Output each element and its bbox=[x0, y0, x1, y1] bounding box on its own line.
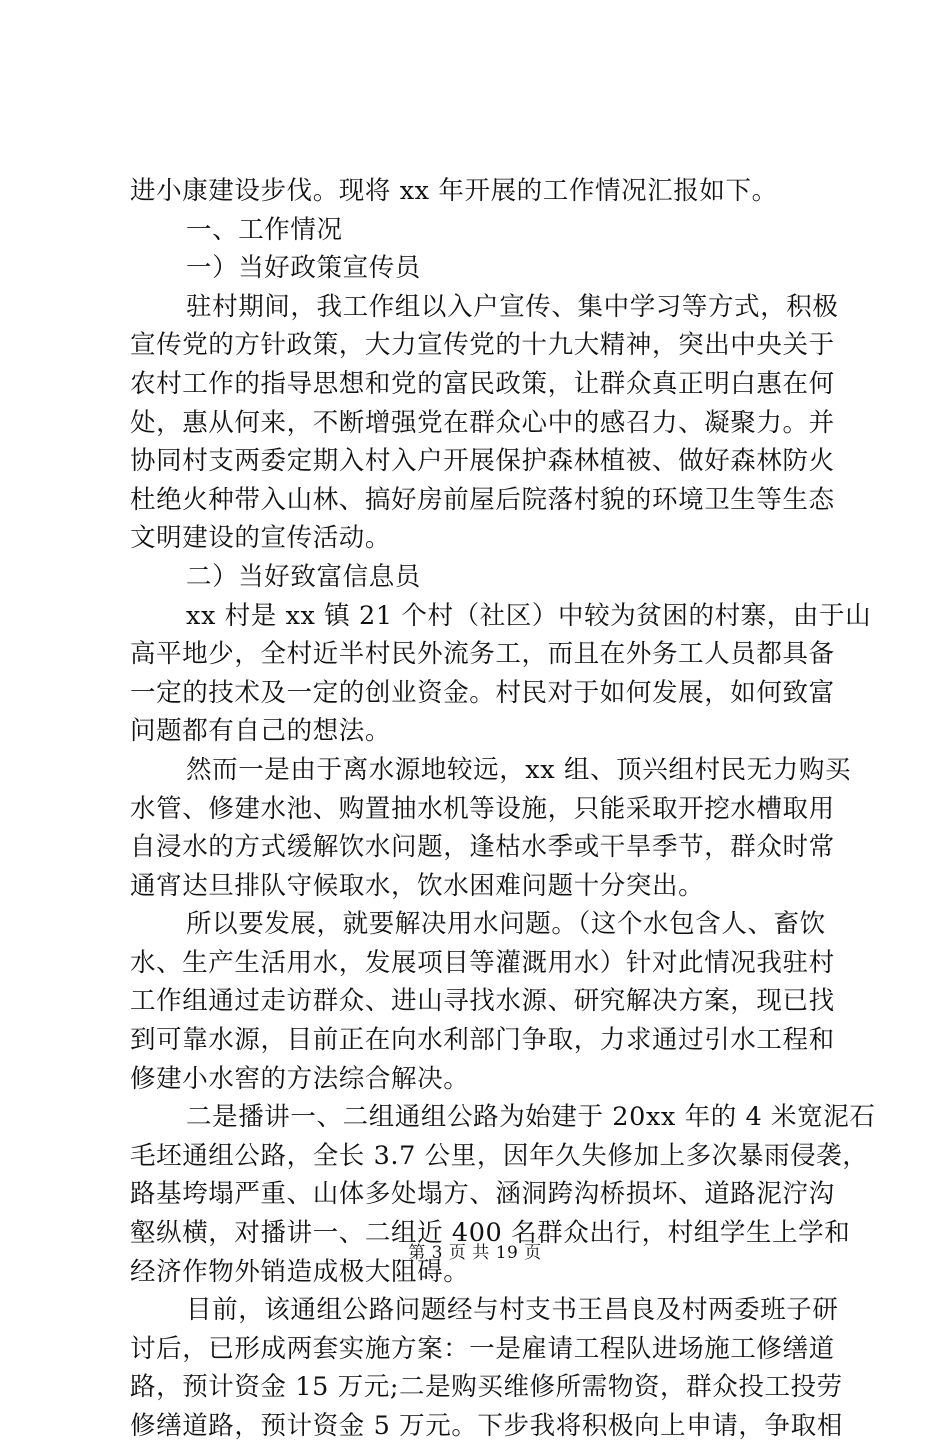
text-line: 问题都有自己的想法。 bbox=[130, 716, 392, 747]
text-line: 一、工作情况 bbox=[186, 214, 343, 245]
text-line: 处，惠从何来，不断增强党在群众心中的感召力、凝聚力。并 bbox=[130, 407, 835, 438]
text-line: 水管、修建水池、购置抽水机等设施，只能采取开挖水槽取用 bbox=[130, 793, 835, 824]
text-line: 二）当好致富信息员 bbox=[186, 561, 421, 592]
text-line: 修建小水窖的方法综合解决。 bbox=[130, 1063, 470, 1094]
text-line: 壑纵横，对播讲一、二组近 400 名群众出行，村组学生上学和 bbox=[130, 1218, 851, 1249]
text-line: 一）当好政策宣传员 bbox=[186, 253, 421, 284]
text-line: 目前，该通组公路问题经与村支书王昌良及村两委班子研 bbox=[186, 1295, 839, 1326]
text-line: 文明建设的宣传活动。 bbox=[130, 523, 392, 554]
text-line: 进小康建设步伐。现将 xx 年开展的工作情况汇报如下。 bbox=[130, 176, 778, 206]
text-line: 驻村期间，我工作组以入户宣传、集中学习等方式，积极 bbox=[186, 291, 839, 322]
text-line: 水、生产生活用水，发展项目等灌溉用水）针对此情况我驻村 bbox=[130, 947, 835, 978]
text-line: 修缮道路，预计资金 5 万元。下步我将积极向上申请，争取相 bbox=[130, 1411, 843, 1441]
text-line: 宣传党的方针政策，大力宣传党的十九大精神，突出中央关于 bbox=[130, 330, 835, 361]
text-line: 通宵达旦排队守候取水，饮水困难问题十分突出。 bbox=[130, 870, 705, 901]
text-line: 自浸水的方式缓解饮水问题，逢枯水季或干旱季节，群众时常 bbox=[130, 832, 835, 863]
text-line: 毛坯通组公路，全长 3.7 公里，因年久失修加上多次暴雨侵袭， bbox=[130, 1140, 869, 1171]
text-line: 路基垮塌严重、山体多处塌方、涵洞跨沟桥损坏、道路泥泞沟 bbox=[130, 1179, 835, 1210]
text-line: 然而一是由于离水源地较远，xx 组、顶兴组村民无力购买 bbox=[186, 754, 852, 785]
text-line: 经济作物外销造成极大阻碍。 bbox=[130, 1256, 470, 1287]
text-line: 农村工作的指导思想和党的富民政策，让群众真正明白惠在何 bbox=[130, 368, 835, 399]
text-line: 高平地少，全村近半村民外流务工，而且在外务工人员都具备 bbox=[130, 639, 835, 670]
text-line: 一定的技术及一定的创业资金。村民对于如何发展，如何致富 bbox=[130, 677, 835, 708]
text-line: 二是播讲一、二组通组公路为始建于 20xx 年的 4 米宽泥石 bbox=[186, 1102, 876, 1133]
page-footer: 第 3 页 共 19 页 bbox=[408, 1243, 542, 1263]
text-line: 协同村支两委定期入村入户开展保护森林植被、做好森林防火 bbox=[130, 446, 835, 477]
text-line: 到可靠水源，目前正在向水利部门争取，力求通过引水工程和 bbox=[130, 1025, 835, 1056]
text-line: xx 村是 xx 镇 21 个村（社区）中较为贫困的村寨，由于山 bbox=[186, 600, 872, 631]
text-line: 杜绝火种带入山林、搞好房前屋后院落村貌的环境卫生等生态 bbox=[130, 484, 835, 515]
text-line: 所以要发展，就要解决用水问题。（这个水包含人、畜饮 bbox=[186, 909, 826, 940]
text-line: 讨后，已形成两套实施方案：一是雇请工程队进场施工修缮道 bbox=[130, 1333, 835, 1364]
text-line: 路，预计资金 15 万元;二是购买维修所需物资，群众投工投劳 bbox=[130, 1372, 843, 1403]
text-line: 工作组通过走访群众、进山寻找水源、研究解决方案，现已找 bbox=[130, 986, 835, 1017]
